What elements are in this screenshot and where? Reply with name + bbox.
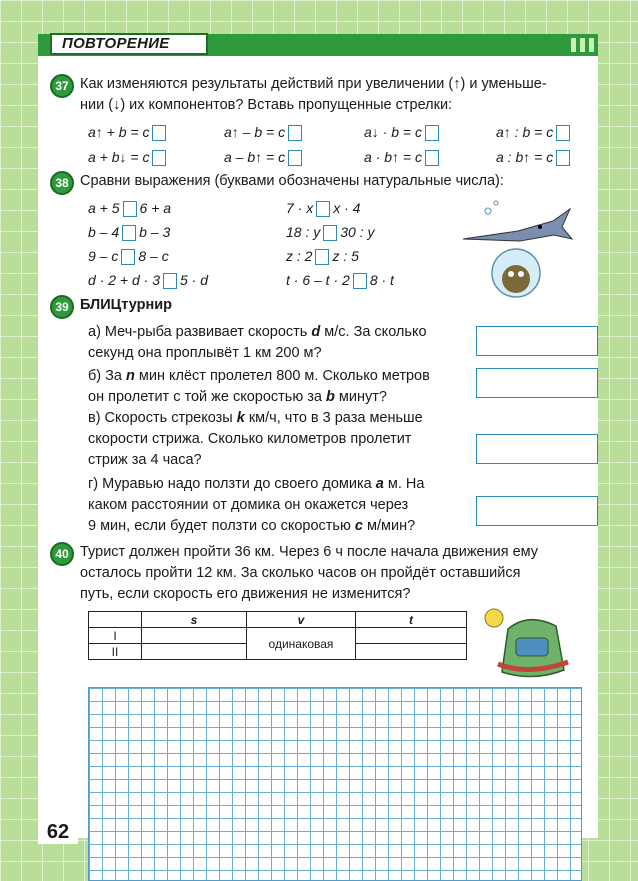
answer-box[interactable] [152,150,166,166]
ex38-r1 [286,198,360,218]
ex38-l2 [88,222,170,242]
text: секунд она проплывёт 1 км 200 м? [88,345,322,361]
backpack-illustration [478,604,578,684]
expr: a↑ + b = c [88,124,150,140]
row-label: II [89,644,142,660]
section-title: ПОВТОРЕНИЕ [50,33,208,55]
expr: x · 4 [333,200,361,216]
answer-box[interactable] [152,125,166,141]
expr: b – 3 [139,224,171,240]
answer-box[interactable] [315,249,329,265]
table-cell[interactable] [356,628,467,644]
ex39-title: БЛИЦтурнир [80,297,172,313]
exercise-number-39: 39 [50,295,74,319]
answer-box-c[interactable] [476,434,598,464]
table-cell[interactable] [142,628,247,644]
variable: b [326,389,335,405]
merged-cell: одинаковая [247,628,356,660]
ex37-line2: нии (↓) их компонентов? Вставь пропущенные стрелки: [80,97,453,113]
expr: a + 5 [88,200,120,216]
table-row [89,628,467,644]
ex39-a [88,322,427,364]
data-table [88,611,467,660]
answer-box[interactable] [556,150,570,166]
expr: a↓ · b = c [364,124,422,140]
expr: a · b↑ = c [364,149,422,165]
expr: 5 · d [179,272,208,288]
expr: a – b↑ = c [224,149,286,165]
exercise-number-37: 37 [50,74,74,98]
expr: a : b↑ = c [496,149,554,165]
text: он пролетит с той же скоростью за [88,389,326,405]
expr: a + b↓ = c [88,149,150,165]
expr: 8 · t [369,272,394,288]
variable: n [126,368,135,384]
ex40-line3: путь, если скорость его движения не изменится? [80,586,411,602]
text: мин клёст пролетел 800 м. Сколько метров [134,368,430,384]
answer-box[interactable] [123,201,137,217]
answer-box[interactable] [556,125,570,141]
ex37-line1: Как изменяются результаты действий при увеличении (↑) и уменьше- [80,76,547,92]
table-header [89,612,142,628]
answer-box[interactable] [288,150,302,166]
text: м/мин? [362,518,416,534]
expr: b – 4 [88,224,120,240]
row-label: I [89,628,142,644]
variable: c [354,518,363,534]
ex37-r2-1 [88,147,169,167]
squared-answer-grid[interactable] [88,687,582,881]
expr: 6 + a [139,200,172,216]
expr: 9 – c [88,248,119,264]
ex37-r2-2 [224,147,305,167]
answer-box-b[interactable] [476,368,598,398]
expr: a↑ : b = c [496,124,554,140]
expr: 30 : y [340,224,375,240]
answer-box[interactable] [353,273,367,289]
ex38-l1 [88,198,171,218]
ex40-line1: Турист должен пройти 36 км. Через 6 ч после начала движения ему [80,544,539,560]
variable: k [236,410,245,426]
ex37-r1-2 [224,122,305,142]
text: 9 мин, если будет ползти со скоростью [88,518,355,534]
table-header: t [356,612,467,628]
text: а) Меч-рыба развивает скорость [88,324,312,340]
answer-box[interactable] [163,273,177,289]
table-header: s [142,612,247,628]
ex40-line2: осталось пройти 12 км. За сколько часов он пройдёт оставшийся [80,565,521,581]
answer-box[interactable] [316,201,330,217]
ex37-r1-4 [496,122,573,142]
ex38-text: Сравни выражения (буквами обозначены натуральные числа): [80,173,504,189]
ex38-r3 [286,246,359,266]
table-header: v [247,612,356,628]
header-decoration [571,38,594,52]
expr: 7 · x [286,200,314,216]
text: м/с. За сколько [320,324,427,340]
variable: d [311,324,321,340]
swordfish-illustration [458,191,578,301]
content-sheet [38,56,598,838]
variable: a [375,476,384,492]
answer-box[interactable] [122,225,136,241]
expr: 18 : y [286,224,321,240]
table-cell[interactable] [142,644,247,660]
expr: z : 5 [332,248,359,264]
expr: a↑ – b = c [224,124,286,140]
ex37-r1-3 [364,122,442,142]
text: минут? [334,389,387,405]
text: в) Скорость стрекозы [88,410,237,426]
text: км/ч, что в 3 раза меньше [244,410,423,426]
text: стриж за 4 часа? [88,452,202,468]
text: м. На [383,476,425,492]
answer-box[interactable] [121,249,135,265]
text: скорости стрижа. Сколько километров пролетит [88,431,412,447]
text: каком расстоянии от домика он окажется через [88,497,409,513]
ex37-r1-1 [88,122,169,142]
ex39-b [88,366,430,408]
answer-box[interactable] [323,225,337,241]
ex38-l4 [88,270,208,290]
exercise-number-40: 40 [50,542,74,566]
text: г) Муравью надо ползти до своего домика [88,476,376,492]
ex39-d [88,474,424,537]
expr: d · 2 + d · 3 [88,272,160,288]
ex38-r4 [286,270,394,290]
expr: t · 6 – t · 2 [286,272,350,288]
expr: z : 2 [286,248,313,264]
expr: 8 – c [138,248,169,264]
ex39-c [88,408,423,471]
exercise-number-38: 38 [50,171,74,195]
ex38-r2 [286,222,375,242]
page-number: 62 [38,820,78,844]
answer-box[interactable] [425,125,439,141]
answer-box[interactable] [288,125,302,141]
table-cell[interactable] [356,644,467,660]
answer-box[interactable] [425,150,439,166]
ex38-l3 [88,246,169,266]
answer-box-a[interactable] [476,326,598,356]
text: б) За [88,368,127,384]
ex37-r2-3 [364,147,442,167]
table-header-row [89,612,467,628]
ex37-r2-4 [496,147,573,167]
answer-box-d[interactable] [476,496,598,526]
